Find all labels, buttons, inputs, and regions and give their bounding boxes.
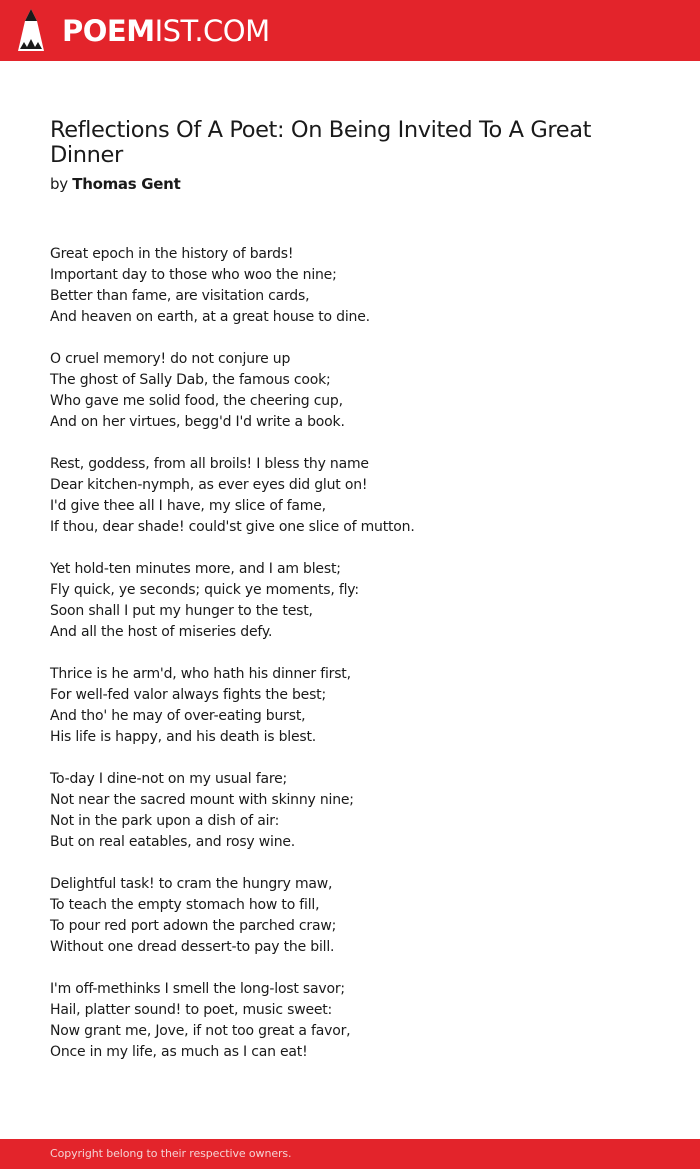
by-label: by <box>50 175 68 193</box>
stanza <box>50 349 650 433</box>
poem-body <box>50 244 650 1084</box>
poem-line: Not near the sacred mount with skinny nine; <box>50 792 354 808</box>
poem-line: Now grant me, Jove, if not too great a favor, <box>50 1023 351 1039</box>
poem-line: And heaven on earth, at a great house to dine. <box>50 309 370 325</box>
poem-line: To-day I dine-not on my usual fare; <box>50 771 288 787</box>
poem-line: Yet hold-ten minutes more, and I am blest; <box>50 561 341 577</box>
site-footer <box>0 1139 700 1169</box>
site-logo[interactable] <box>62 12 270 50</box>
poem-line: To pour red port adown the parched craw; <box>50 918 337 934</box>
poem-line: Not in the park upon a dish of air: <box>50 813 280 829</box>
site-header <box>0 0 700 61</box>
poem-title: Reflections Of A Poet: On Being Invited To A Great Dinner <box>50 117 592 168</box>
poem-line: Dear kitchen-nymph, as ever eyes did glut on! <box>50 477 368 493</box>
stanza <box>50 559 650 643</box>
poem-line: Great epoch in the history of bards! <box>50 246 294 262</box>
poem-line: I'd give thee all I have, my slice of fame, <box>50 498 326 514</box>
poem-line: Fly quick, ye seconds; quick ye moments, fly: <box>50 582 359 598</box>
poem-line: Better than fame, are visitation cards, <box>50 288 310 304</box>
quill-pen-icon[interactable] <box>18 9 44 51</box>
poem-line: For well-fed valor always fights the best; <box>50 687 326 703</box>
poem-line: Delightful task! to cram the hungry maw, <box>50 876 333 892</box>
poem-line: But on real eatables, and rosy wine. <box>50 834 296 850</box>
stanza <box>50 769 650 853</box>
poem-line: Without one dread dessert-to pay the bill. <box>50 939 335 955</box>
poem-line: And on her virtues, begg'd I'd write a book. <box>50 414 345 430</box>
poem-line: Who gave me solid food, the cheering cup, <box>50 393 343 409</box>
stanza <box>50 454 650 538</box>
poem-line: His life is happy, and his death is blest. <box>50 729 317 745</box>
stanza <box>50 979 650 1063</box>
copyright-text: Copyright belong to their respective owners. <box>50 1147 292 1160</box>
poem-line: And tho' he may of over-eating burst, <box>50 708 306 724</box>
stanza <box>50 244 650 328</box>
poem-line: Soon shall I put my hunger to the test, <box>50 603 313 619</box>
poem-line: Thrice is he arm'd, who hath his dinner first, <box>50 666 351 682</box>
poem-line: If thou, dear shade! could'st give one slice of mutton. <box>50 519 415 535</box>
stanza <box>50 874 650 958</box>
logo-text-light: IST.COM <box>154 14 270 48</box>
poem-line: I'm off-methinks I smell the long-lost savor; <box>50 981 345 997</box>
poem-line: The ghost of Sally Dab, the famous cook; <box>50 372 331 388</box>
byline <box>50 174 180 194</box>
poem-line: To teach the empty stomach how to fill, <box>50 897 320 913</box>
poem-line: Once in my life, as much as I can eat! <box>50 1044 308 1060</box>
logo-text-bold: POEM <box>62 14 155 48</box>
poem-line: And all the host of miseries defy. <box>50 624 273 640</box>
poem-line: Important day to those who woo the nine; <box>50 267 337 283</box>
author-name[interactable]: Thomas Gent <box>72 175 181 193</box>
stanza <box>50 664 650 748</box>
poem-line: Rest, goddess, from all broils! I bless thy name <box>50 456 369 472</box>
poem-line: Hail, platter sound! to poet, music sweet: <box>50 1002 333 1018</box>
poem-line: O cruel memory! do not conjure up <box>50 351 291 367</box>
